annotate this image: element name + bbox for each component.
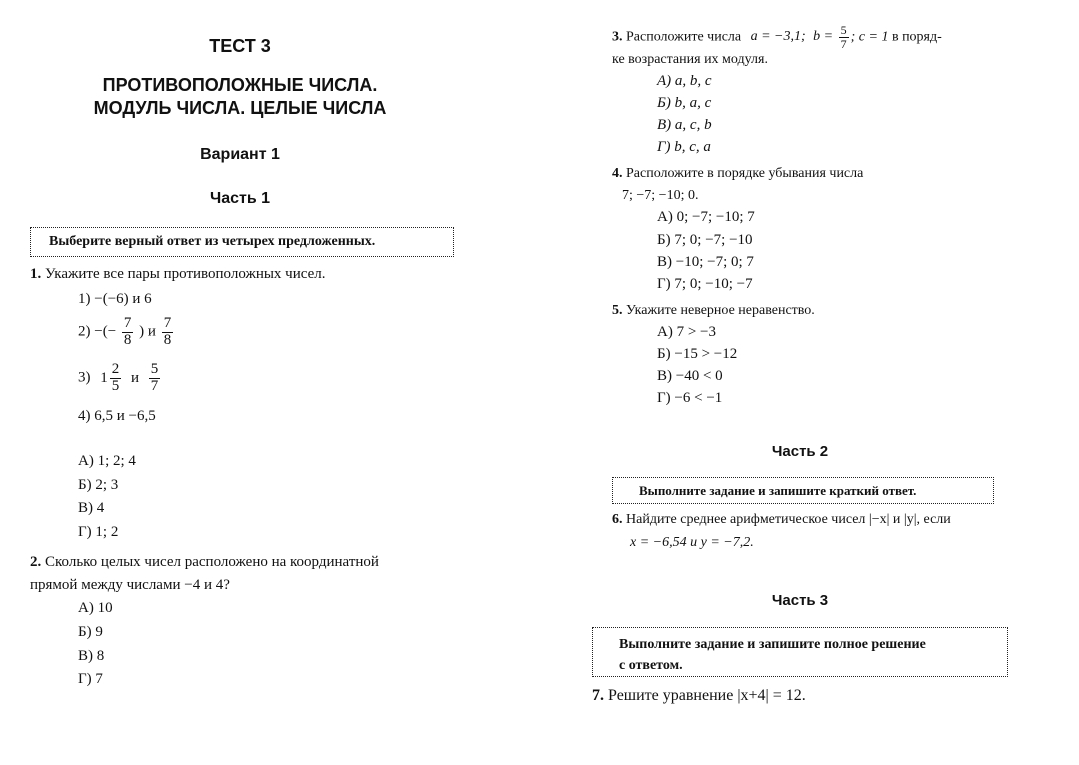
question-2 xyxy=(30,554,379,571)
q5-text: Укажите неверное неравенство. xyxy=(626,303,815,318)
q1-option-c[interactable]: В) 4 xyxy=(78,500,105,516)
q1-item-3-prefix: 3) xyxy=(78,369,91,386)
q1-item-2-mid: ) и xyxy=(139,323,156,340)
q1-item-3-frac-a xyxy=(110,362,122,395)
q3-option-d[interactable]: Г) b, c, a xyxy=(657,139,711,155)
topic-line-2: МОДУЛЬ ЧИСЛА. ЦЕЛЫЕ ЧИСЛА xyxy=(93,98,387,118)
q1-frac3-den: 5 xyxy=(111,377,120,394)
q5-option-b[interactable]: Б) −15 > −12 xyxy=(657,346,738,362)
q1-frac4-num: 5 xyxy=(150,361,159,377)
q3-b-num: 5 xyxy=(840,23,847,37)
q1-frac-num: 7 xyxy=(123,315,132,331)
q1-frac3-num: 2 xyxy=(111,361,120,377)
q1-item-2-prefix: 2) −(− xyxy=(78,323,117,340)
part2-instruction-box xyxy=(612,477,994,504)
q2-number: 2. xyxy=(30,554,42,570)
q4-option-c[interactable]: В) −10; −7; 0; 7 xyxy=(657,254,754,270)
q1-item-4: 4) 6,5 и −6,5 xyxy=(78,408,156,424)
q1-item-3-frac-b xyxy=(149,362,161,395)
q1-item-3 xyxy=(78,362,162,395)
q5-option-a[interactable]: А) 7 > −3 xyxy=(657,324,716,340)
q3-b-frac xyxy=(839,24,849,50)
q3-b-den: 7 xyxy=(840,36,847,51)
part1-instruction-box xyxy=(30,227,454,257)
q4-number: 4. xyxy=(612,166,623,181)
q4-line-1: Расположите в порядке убывания числа xyxy=(626,166,864,181)
q3-number: 3. xyxy=(612,29,623,45)
q3-text-b: в поряд- xyxy=(891,29,942,45)
q3-c-expr: ; c = 1 xyxy=(850,29,889,45)
part3-instruction-line-1: Выполните задание и запишите полное решение xyxy=(619,637,926,652)
part3-title: Часть 3 xyxy=(771,592,829,609)
q1-number: 1. xyxy=(30,266,42,282)
q4-option-d[interactable]: Г) 7; 0; −10; −7 xyxy=(657,276,753,292)
q5-option-c[interactable]: В) −40 < 0 xyxy=(657,368,723,384)
q1-item-3-mid: и xyxy=(131,369,140,386)
q7-text: Решите уравнение |x+4| = 12. xyxy=(608,687,806,704)
q3-a-expr: a = −3,1; xyxy=(750,29,806,45)
q1-frac-den: 8 xyxy=(123,331,132,348)
q2-line-1: Сколько целых чисел расположено на координатной xyxy=(45,554,379,570)
q1-item-1: 1) −(−6) и 6 xyxy=(78,291,152,307)
part1-instruction: Выберите верный ответ из четырех предложенных. xyxy=(49,234,376,249)
q2-option-c[interactable]: В) 8 xyxy=(78,648,105,664)
q3-option-a[interactable]: А) a, b, c xyxy=(657,73,712,89)
q1-item-3-whole: 1 xyxy=(100,369,108,386)
q1-item-2-frac-a xyxy=(122,316,134,349)
q4-option-a[interactable]: А) 0; −7; −10; 7 xyxy=(657,209,755,225)
q7-number: 7. xyxy=(592,687,604,704)
q1-option-d[interactable]: Г) 1; 2 xyxy=(78,524,119,540)
q1-option-b[interactable]: Б) 2; 3 xyxy=(78,477,119,493)
q5-number: 5. xyxy=(612,303,623,318)
part3-instruction-box xyxy=(592,627,1008,677)
q1-frac-num-b: 7 xyxy=(163,315,172,331)
topic-line-1: ПРОТИВОПОЛОЖНЫЕ ЧИСЛА. xyxy=(102,75,378,95)
question-7 xyxy=(592,687,806,705)
q6-number: 6. xyxy=(612,512,623,527)
part2-title: Часть 2 xyxy=(771,443,829,460)
part1-title: Часть 1 xyxy=(209,190,271,207)
question-5 xyxy=(612,303,815,319)
q1-item-2 xyxy=(78,316,175,349)
test-title: ТЕСТ 3 xyxy=(209,36,271,56)
q3-line-2: ке возрастания их модуля. xyxy=(612,52,768,67)
question-1 xyxy=(30,266,326,283)
question-3 xyxy=(612,24,942,50)
question-6 xyxy=(612,512,951,528)
q2-option-a[interactable]: А) 10 xyxy=(78,600,113,616)
q1-item-2-frac-b xyxy=(162,316,174,349)
q3-b-label: b = xyxy=(813,29,834,45)
q1-option-a[interactable]: А) 1; 2; 4 xyxy=(78,453,136,469)
question-4 xyxy=(612,166,863,182)
variant-title: Вариант 1 xyxy=(200,146,280,163)
q6-line-2: x = −6,54 и y = −7,2. xyxy=(630,535,754,550)
q6-line-1: Найдите среднее арифметическое чисел |−x| и |y|, если xyxy=(626,512,951,527)
part3-instruction-line-2: с ответом. xyxy=(619,658,683,673)
q4-line-2: 7; −7; −10; 0. xyxy=(622,188,699,203)
q2-option-b[interactable]: Б) 9 xyxy=(78,624,103,640)
q2-option-d[interactable]: Г) 7 xyxy=(78,671,103,687)
part2-instruction: Выполните задание и запишите краткий ответ. xyxy=(639,483,917,498)
q1-text: Укажите все пары противоположных чисел. xyxy=(45,266,326,282)
q1-frac4-den: 7 xyxy=(150,377,159,394)
q3-option-b[interactable]: Б) b, a, c xyxy=(657,95,712,111)
q1-frac-den-b: 8 xyxy=(163,331,172,348)
q4-option-b[interactable]: Б) 7; 0; −7; −10 xyxy=(657,232,753,248)
q3-option-c[interactable]: В) a, c, b xyxy=(657,117,712,133)
q5-option-d[interactable]: Г) −6 < −1 xyxy=(657,390,723,406)
q3-text-a: Расположите числа xyxy=(626,29,742,45)
q2-line-2: прямой между числами −4 и 4? xyxy=(30,577,230,593)
